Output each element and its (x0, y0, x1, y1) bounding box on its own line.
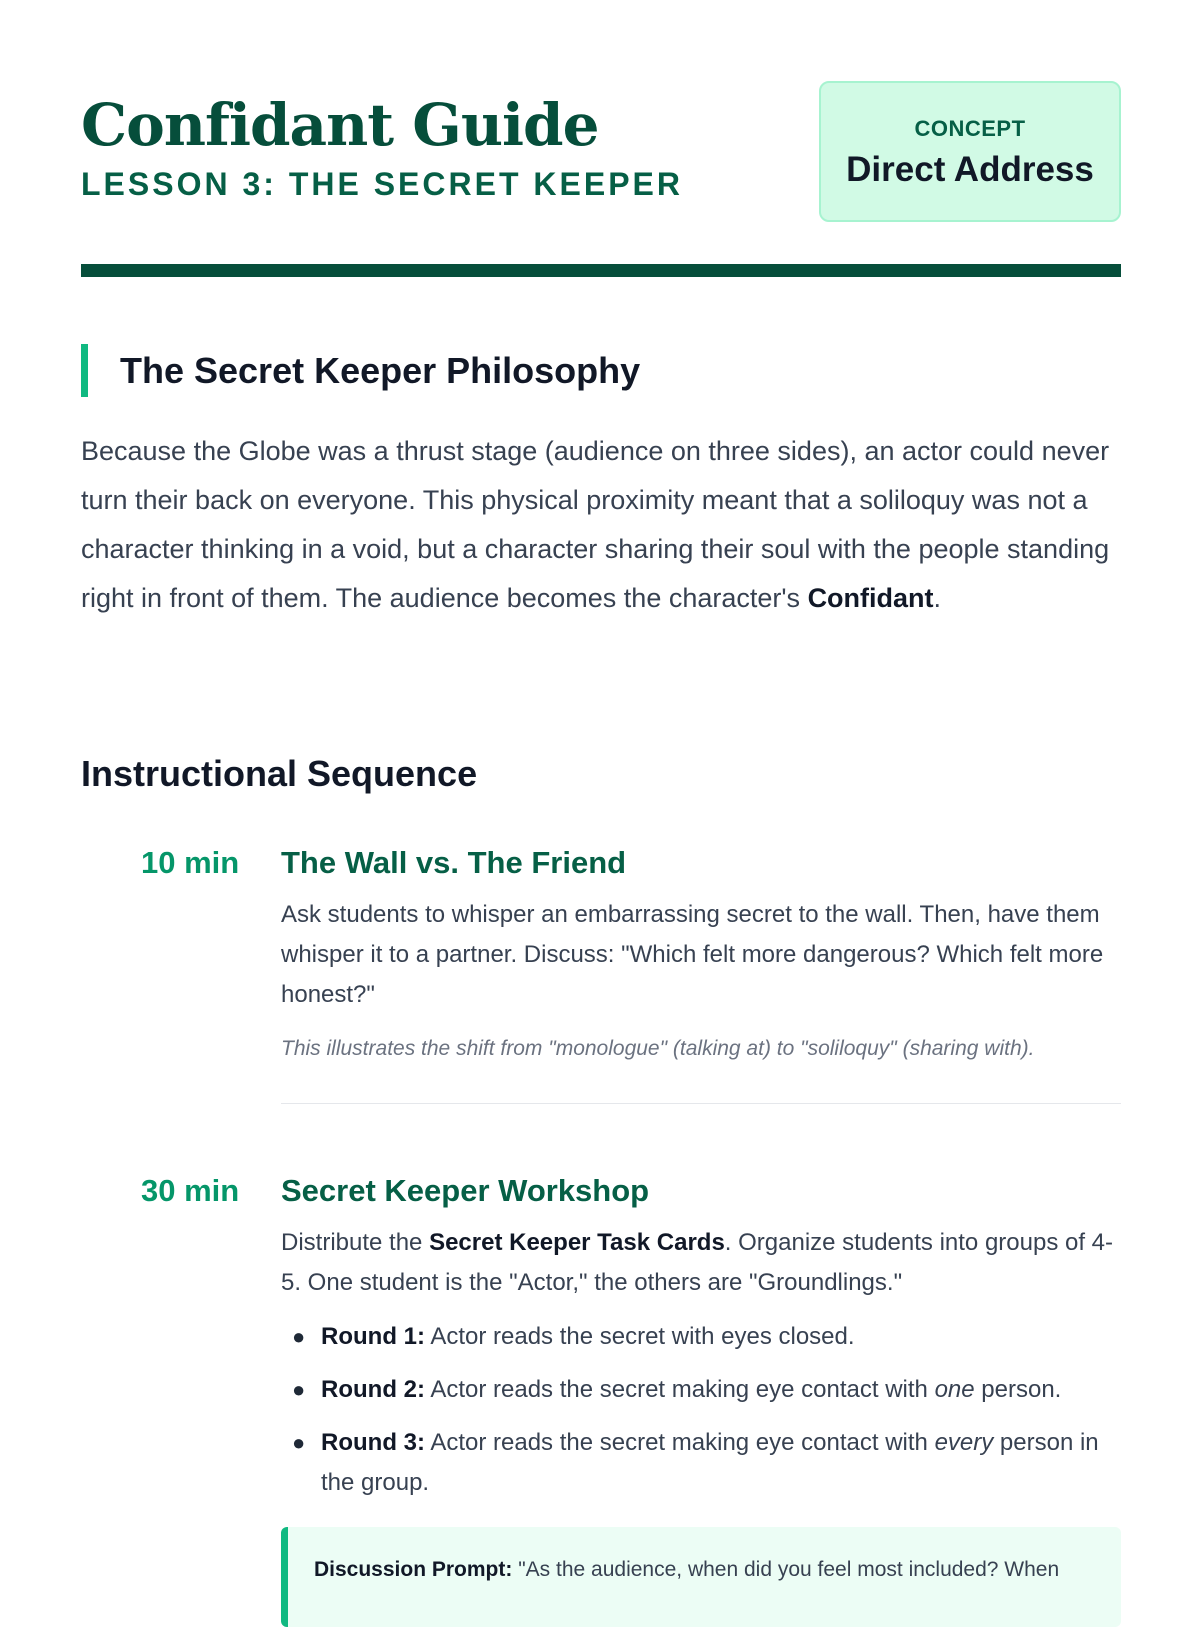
round-text-end: person in the group. (321, 1429, 1099, 1496)
concept-badge (819, 81, 1121, 222)
concept-value: Direct Address (846, 150, 1094, 189)
step-body (281, 1171, 1121, 1627)
step-description (281, 1223, 1121, 1303)
discussion-text: "As the audience, when did you feel most included? When (512, 1558, 1060, 1581)
round-text: Actor reads the secret with eyes closed. (424, 1323, 855, 1350)
step-duration: 30 min (141, 1173, 240, 1208)
discussion-prompt (281, 1527, 1121, 1627)
confidant-term: Confidant (807, 583, 934, 613)
step-note: This illustrates the shift from "monologue" (talking at) to "soliloquy" (sharing with). (281, 1037, 1035, 1060)
bullet-icon: ● (292, 1377, 306, 1402)
philosophy-paragraph (81, 427, 1121, 623)
discussion-label: Discussion Prompt: (314, 1558, 513, 1581)
round-emphasis: every (934, 1429, 994, 1456)
page-header (81, 0, 1121, 278)
list-item (281, 1317, 1121, 1357)
step-duration: 10 min (141, 845, 240, 880)
step-body (281, 843, 1121, 1104)
philosophy-heading: The Secret Keeper Philosophy (81, 344, 1121, 397)
lesson-page (81, 0, 1121, 1581)
concept-label: CONCEPT (914, 116, 1026, 141)
round-label: Round 1: (321, 1323, 425, 1350)
step-description: Ask students to whisper an embarrassing secret to the wall. Then, have them whisper it to a partner. Discuss: "Which felt more dangerous? Which felt more honest?" (281, 901, 1104, 1008)
round-emphasis: one (934, 1376, 975, 1403)
step-title: Secret Keeper Workshop (281, 1173, 650, 1208)
step-divider (281, 1103, 1121, 1104)
round-label: Round 2: (321, 1376, 425, 1403)
philosophy-text: Because the Globe was a thrust stage (audience on three sides), an actor could never turn their back on everyone. This physical proximity meant that a soliloquy was not a character thinking in a void, but a character sharing their soul with the people standing right in front of them. The audience becomes the character's (81, 436, 1110, 613)
list-item (281, 1370, 1121, 1410)
header-divider (81, 264, 1121, 277)
step-text-after: . Organize students into groups of 4-5. One student is the "Actor," the others are "Groundlings." (281, 1229, 1114, 1296)
step-text-before: Distribute the (281, 1229, 430, 1256)
list-item (281, 1423, 1121, 1503)
round-text: Actor reads the secret making eye contact with (424, 1429, 935, 1456)
round-text-end: person. (974, 1376, 1062, 1403)
round-text: Actor reads the secret making eye contact with (424, 1376, 935, 1403)
page-title: Confidant Guide (81, 91, 599, 159)
philosophy-end: . (933, 583, 942, 613)
rounds-list (281, 1317, 1121, 1503)
task-cards-term: Secret Keeper Task Cards (429, 1229, 725, 1256)
sequence-heading: Instructional Sequence (81, 753, 478, 794)
bullet-icon: ● (292, 1430, 306, 1455)
bullet-icon: ● (292, 1324, 306, 1349)
philosophy-section (81, 344, 1121, 623)
instructional-sequence (81, 752, 1121, 1581)
lesson-subtitle: LESSON 3: THE SECRET KEEPER (81, 166, 683, 202)
step-title: The Wall vs. The Friend (281, 845, 627, 880)
round-label: Round 3: (321, 1429, 425, 1456)
